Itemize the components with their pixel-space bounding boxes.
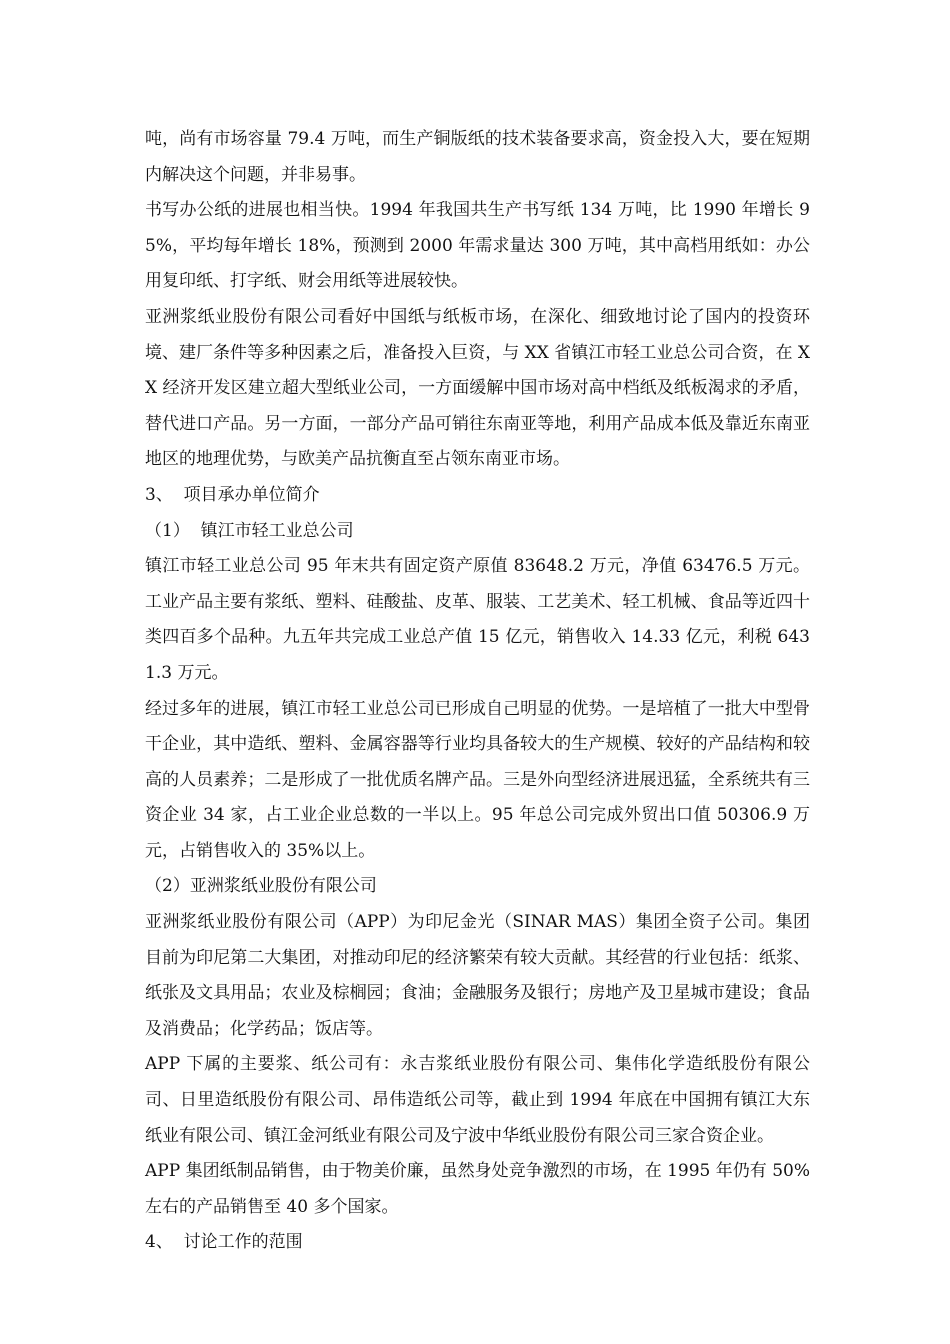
paragraph-zhenjiang-advantages: 经过多年的进展，镇江市轻工业总公司已形成自己明显的优势。一是培植了一批大中型骨干企业，其中造纸、塑料、金属容器等行业均具备较大的生产规模、较好的产品结构和较高的人员素养；二是形成了一批优质名牌产品。三是外向型经济进展迅猛，全系统共有三资企业 34 家，占工业企业总数的一半以上。95 年总公司完成外贸出口值 50306.9 万元，占销售收入的 35%以上。 — [145, 698, 810, 861]
subsection-heading-2: （2）亚洲浆纸业股份有限公司 — [145, 876, 377, 897]
paragraph-writing-paper: 书写办公纸的进展也相当快。1994 年我国共生产书写纸 134 万吨，比 1990 年增长 95%，平均每年增长 18%，预测到 2000 年需求量达 300 万吨，其中高档用纸如：办公用复印纸、打字纸、财会用纸等进展较快。 — [145, 200, 810, 292]
paragraph-zhenjiang-assets: 镇江市轻工业总公司 95 年末共有固定资产原值 83648.2 万元，净值 63476.5 万元。工业产品主要有浆纸、塑料、硅酸盐、皮革、服装、工艺美术、轻工机械、食品等近四十类四百多个品种。九五年共完成工业总产值 15 亿元，销售收入 14.33 亿元，利税 6431.3 万元。 — [145, 556, 810, 683]
section-heading-4: 4、 讨论工作的范围 — [145, 1232, 303, 1253]
paragraph-app-group: 亚洲浆纸业股份有限公司（APP）为印尼金光（SINAR MAS）集团全资子公司。集团目前为印尼第二大集团，对推动印尼的经济繁荣有较大贡献。其经营的行业包括：纸浆、纸张及文具用品；农业及棕榈园；食油；金融服务及银行；房地产及卫星城市建设；食品及消费品；化学药品；饭店等。 — [145, 912, 810, 1039]
subsection-heading-1: （1） 镇江市轻工业总公司 — [145, 520, 354, 541]
paragraph-app-investment: 亚洲浆纸业股份有限公司看好中国纸与纸板市场，在深化、细致地讨论了国内的投资环境、建厂条件等多种因素之后，准备投入巨资，与 XX 省镇江市轻工业总公司合资，在 XX 经济开发区建立超大型纸业公司，一方面缓解中国市场对高中档纸及纸板渴求的矛盾，替代进口产品。另一方面，一部分产品可销往东南亚等地，利用产品成本低及靠近东南亚地区的地理优势，与欧美产品抗衡直至占领东南亚市场。 — [145, 306, 810, 470]
paragraph-app-sales: APP 集团纸制品销售，由于物美价廉，虽然身处竞争激烈的市场，在 1995 年仍有 50%左右的产品销售至 40 多个国家。 — [145, 1161, 810, 1217]
paragraph-app-subsidiaries: APP 下属的主要浆、纸公司有：永吉浆纸业股份有限公司、集伟化学造纸股份有限公司、日里造纸股份有限公司、昂伟造纸公司等，截止到 1994 年底在中国拥有镇江大东纸业有限公司、镇江金河纸业有限公司及宁波中华纸业股份有限公司三家合资企业。 — [145, 1054, 810, 1146]
paragraph-coated-paper: 吨，尚有市场容量 79.4 万吨，而生产铜版纸的技术装备要求高，资金投入大，要在短期内解决这个问题，并非易事。 — [145, 129, 810, 185]
document-body — [145, 122, 810, 1261]
section-heading-3: 3、 项目承办单位简介 — [145, 484, 320, 505]
